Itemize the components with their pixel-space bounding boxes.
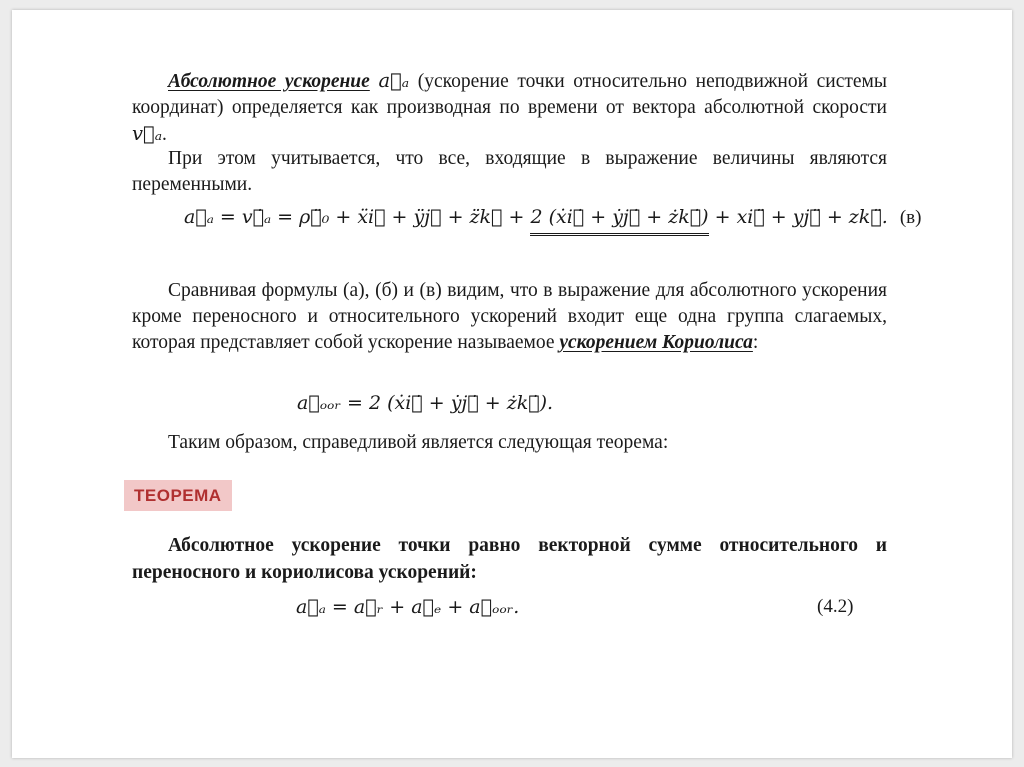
theorem-statement: Абсолютное ускорение точки равно векторной сумме относительного и переносного и кориолисова ускорений: [132, 535, 887, 583]
intro-paragraph: Абсолютное ускорение a⃗ₐ (ускорение точки относительно неподвижной системы координат) определяется как производная по времени от вектора абсолютной скорости v⃗ₐ. [132, 69, 887, 145]
equation-v-label: (в) [899, 207, 922, 228]
absolute-velocity-symbol: v⃗ₐ [132, 122, 163, 145]
equation-v [184, 206, 922, 236]
absolute-acceleration-term: Абсолютное ускорение [168, 71, 370, 92]
conclusion-text: Таким образом, справедливой является следующая теорема: [168, 432, 669, 453]
coriolis-term: ускорением Кориолиса [559, 332, 753, 353]
note-paragraph [132, 146, 887, 198]
equation-v-left: a⃗ₐ = v⃗̇ₐ = ρ⃗̈₀ + ẍi⃗ + ÿj⃗ + z̈k⃗ + [184, 206, 531, 228]
intro-text: (ускорение точки относительно неподвижной системы координат) определяется как производная по времени от вектора абсолютной скорости [132, 71, 887, 118]
coriolis-group-underlined: 2 (ẋi⃗̇ + ẏj⃗̇ + żk⃗̇) [530, 206, 708, 236]
compare-paragraph: Сравнивая формулы (а), (б) и (в) видим, что в выражение для абсолютного ускорения кроме переносного и относительного ускорений входит еще одна группа слагаемых, которая представляет собой ускорение называемое ускорением Кориолиса: [132, 280, 887, 353]
equation-v-right: + xi⃗̈ + yj⃗̈ + zk⃗̈. [708, 206, 888, 228]
conclusion-paragraph [132, 430, 887, 456]
theorem-formula: a⃗ₐ = a⃗ᵣ + a⃗ₑ + a⃗ₒₒᵣ. [296, 596, 520, 618]
compare-text: Сравнивая формулы (а), (б) и (в) видим, что в выражение для абсолютного ускорения кроме переносного и относительного ускорений входит еще одна группа слагаемых, которая представляет собой ускорение называемое [132, 280, 887, 353]
absolute-acceleration-symbol: a⃗ₐ [378, 69, 410, 92]
document-page [12, 10, 1012, 758]
coriolis-equation: a⃗ₒₒᵣ = 2 (ẋi⃗̇ + ẏj⃗̇ + żk⃗̇). [297, 392, 554, 414]
note-text: При этом учитывается, что все, входящие в выражение величины являются переменными. [132, 148, 887, 195]
theorem-badge: ТЕОРЕМА [124, 480, 232, 511]
theorem-formula-number: (4.2) [817, 596, 854, 617]
